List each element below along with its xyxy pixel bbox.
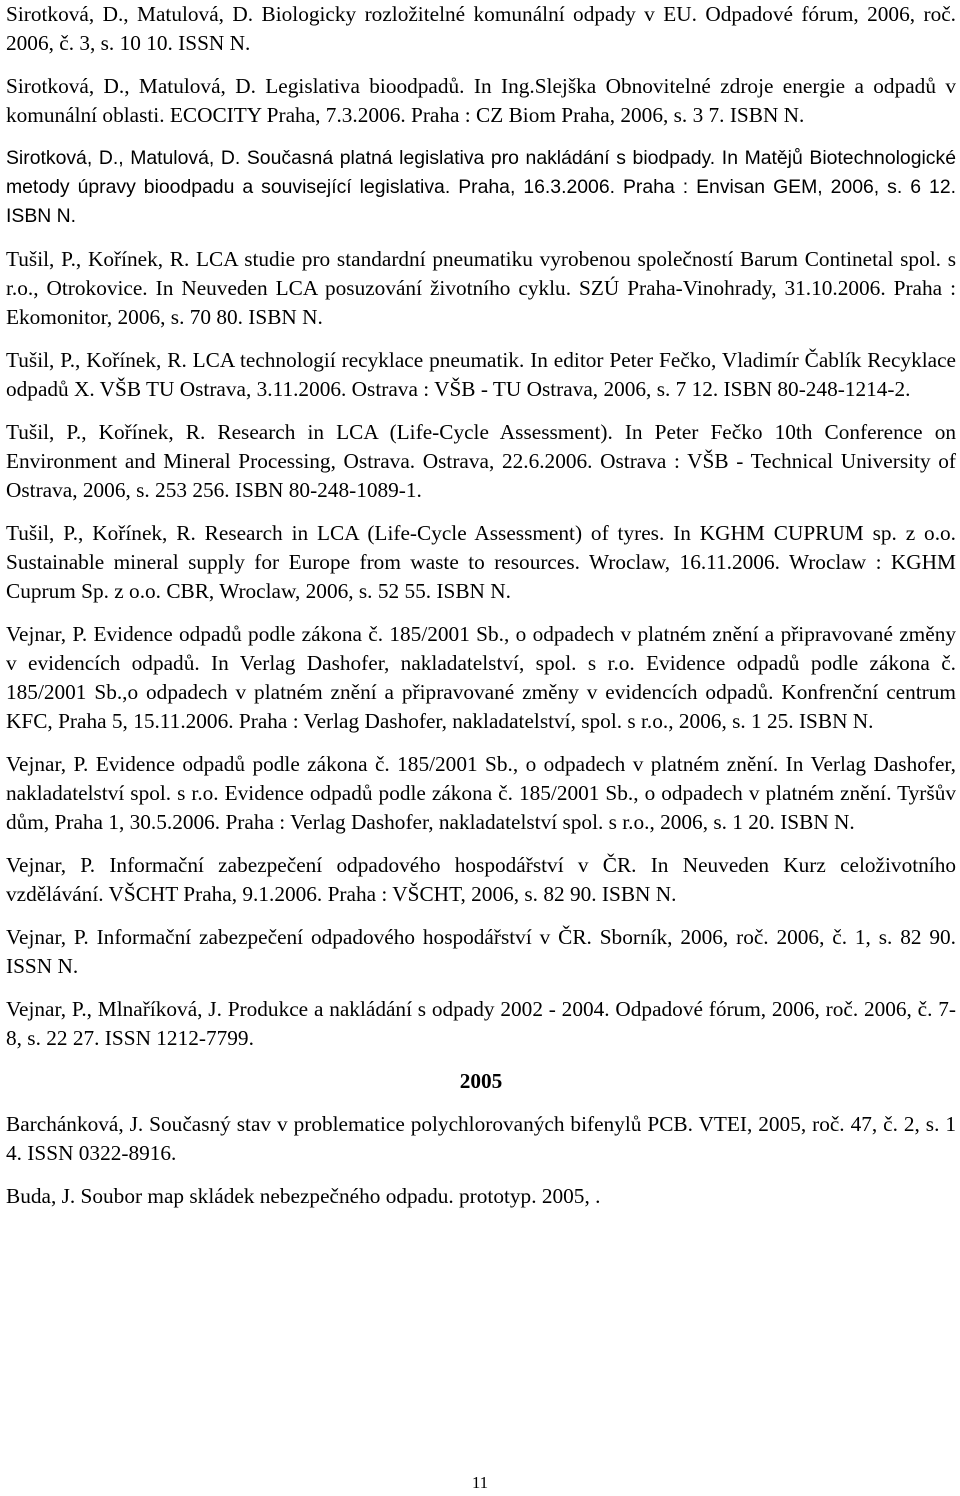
reference-entry: Tušil, P., Kořínek, R. Research in LCA (Life-Cycle Assessment). In Peter Fečko 10th Conference on Environment and Mineral Processing, Ostrava. Ostrava, 22.6.2006. Ostrava : VŠB - Technical University of Ostrava, 2006, s. 253 256. ISBN 80-248-1089-1. xyxy=(6,420,956,502)
reference-entry: Vejnar, P. Evidence odpadů podle zákona č. 185/2001 Sb., o odpadech v platném znění. In Verlag Dashofer, nakladatelství spol. s r.o. Evidence odpadů podle zákona č. 185/2001 Sb., o odpadech v platném znění. Tyršův dům, Praha 1, 30.5.2006. Praha : Verlag Dashofer, nakladatelství spol. s r.o., 2006, s. 1 20. ISBN N. xyxy=(6,752,956,834)
reference-entry: Sirotková, D., Matulová, D. Současná platná legislativa pro nakládání s biodpady. In Matějů Biotechnologické metody úpravy bioodpadu a související legislativa. Praha, 16.3.2006. Praha : Envisan GEM, 2006, s. 6 12. ISBN N. xyxy=(6,147,956,227)
reference-entry: Vejnar, P. Informační zabezpečení odpadového hospodářství v ČR. In Neuveden Kurz celoživotního vzdělávání. VŠCHT Praha, 9.1.2006. Praha : VŠCHT, 2006, s. 82 90. ISBN N. xyxy=(6,853,956,906)
reference-entry: Buda, J. Soubor map skládek nebezpečného odpadu. prototyp. 2005, . xyxy=(6,1184,601,1208)
document-page xyxy=(6,0,956,1225)
reference-entry: Barchánková, J. Současný stav v problematice polychlorovaných bifenylů PCB. VTEI, 2005, roč. 47, č. 2, s. 1 4. ISSN 0322-8916. xyxy=(6,1112,956,1165)
reference-entry: Vejnar, P., Mlnaříková, J. Produkce a nakládání s odpady 2002 - 2004. Odpadové fórum, 2006, roč. 2006, č. 7-8, s. 22 27. ISSN 1212-7799. xyxy=(6,997,956,1050)
reference-entry: Vejnar, P. Evidence odpadů podle zákona č. 185/2001 Sb., o odpadech v platném znění a připravované změny v evidencích odpadů. In Verlag Dashofer, nakladatelství, spol. s r.o. Evidence odpadů podle zákona č. 185/2001 Sb.,o odpadech v platném znění a připravované změny v evidencích odpadů. Konfrenční centrum KFC, Praha 5, 15.11.2006. Praha : Verlag Dashofer, nakladatelství, spol. s r.o., 2006, s. 1 25. ISBN N. xyxy=(6,622,956,733)
reference-entry: Sirotková, D., Matulová, D. Biologicky rozložitelné komunální odpady v EU. Odpadové fórum, 2006, roč. 2006, č. 3, s. 10 10. ISSN N. xyxy=(6,2,956,55)
reference-entry: Tušil, P., Kořínek, R. LCA studie pro standardní pneumatiku vyrobenou společností Barum Continetal spol. s r.o., Otrokovice. In Neuveden LCA posuzování životního cyklu. SZÚ Praha-Vinohrady, 31.10.2006. Praha : Ekomonitor, 2006, s. 70 80. ISBN N. xyxy=(6,247,956,329)
reference-entry: Vejnar, P. Informační zabezpečení odpadového hospodářství v ČR. Sborník, 2006, roč. 2006, č. 1, s. 82 90. ISSN N. xyxy=(6,925,956,978)
reference-entry: Sirotková, D., Matulová, D. Legislativa bioodpadů. In Ing.Slejška Obnovitelné zdroje energie a odpadů v komunální oblasti. ECOCITY Praha, 7.3.2006. Praha : CZ Biom Praha, 2006, s. 3 7. ISBN N. xyxy=(6,74,956,127)
year-heading: 2005 xyxy=(459,1069,503,1093)
page-number: 11 xyxy=(471,1473,489,1492)
reference-entry: Tušil, P., Kořínek, R. LCA technologií recyklace pneumatik. In editor Peter Fečko, Vladimír Čablík Recyklace odpadů X. VŠB TU Ostrava, 3.11.2006. Ostrava : VŠB - TU Ostrava, 2006, s. 7 12. ISBN 80-248-1214-2. xyxy=(6,348,956,401)
reference-entry: Tušil, P., Kořínek, R. Research in LCA (Life-Cycle Assessment) of tyres. In KGHM CUPRUM sp. z o.o. Sustainable mineral supply for Europe from waste to resources. Wroclaw, 16.11.2006. Wroclaw : KGHM Cuprum Sp. z o.o. CBR, Wroclaw, 2006, s. 52 55. ISBN N. xyxy=(6,521,956,603)
